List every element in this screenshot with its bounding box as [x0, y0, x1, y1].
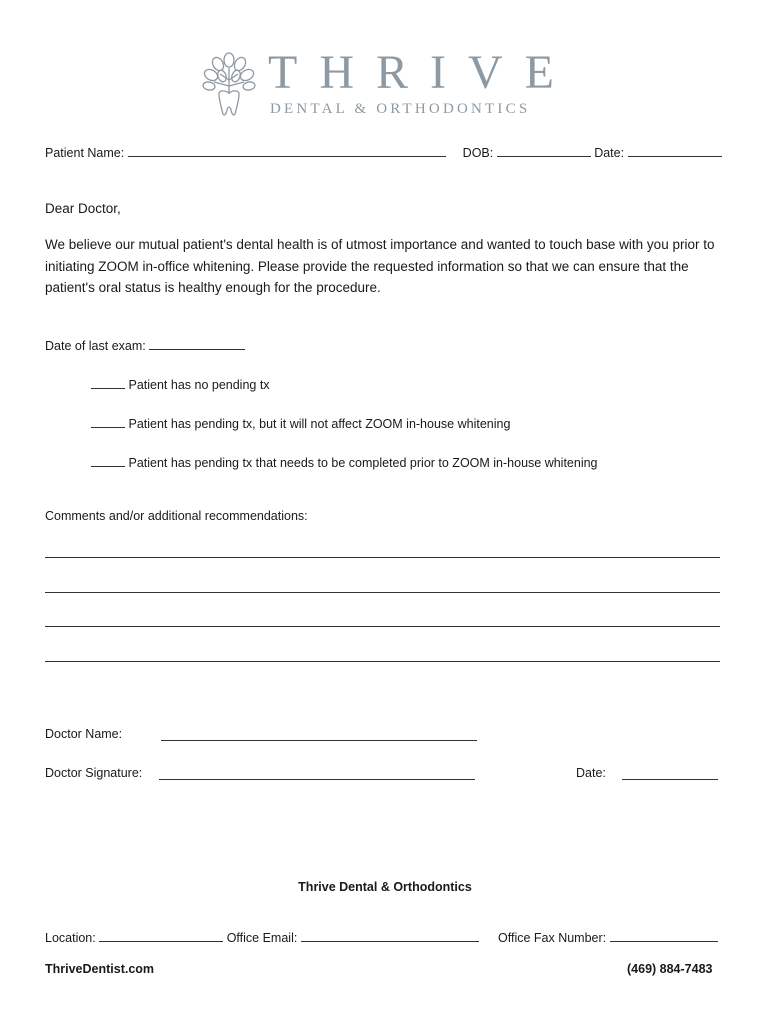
footer-fields-row: [45, 930, 479, 945]
patient-name-label: Patient Name:: [45, 146, 125, 160]
logo-wordmark: THRIVE: [268, 46, 576, 99]
doctor-date-label: Date:: [576, 766, 606, 780]
exam-option-checkline[interactable]: [91, 455, 125, 467]
dob-field[interactable]: [497, 145, 591, 157]
header-date-field[interactable]: [628, 145, 722, 157]
doctor-date-field[interactable]: [622, 779, 718, 780]
last-exam-field[interactable]: [149, 338, 245, 350]
dob-label: DOB:: [462, 146, 494, 160]
letter-paragraph: We believe our mutual patient's dental health is of utmost importance and wanted to touch base with you prior to initiating ZOOM in-office whitening. Please provide the requested information so that we can ensure that the patient's oral status is healthy enough for the procedure.: [45, 237, 715, 295]
exam-option: [91, 416, 510, 431]
exam-option: [91, 377, 270, 392]
doctor-name-field[interactable]: [161, 740, 477, 741]
exam-option-checkline[interactable]: [91, 416, 125, 428]
doctor-signature-label: Doctor Signature:: [45, 766, 143, 780]
fax-row: [498, 930, 718, 945]
exam-option-label: Patient has pending tx that needs to be completed prior to ZOOM in-house whitening: [128, 456, 598, 470]
location-label: Location:: [45, 931, 96, 945]
website: ThriveDentist.com: [45, 962, 155, 976]
exam-option: [91, 455, 598, 470]
location-field[interactable]: [99, 930, 223, 942]
phone-number: (469) 884-7483: [627, 962, 713, 976]
comment-line[interactable]: [45, 592, 720, 593]
comment-line[interactable]: [45, 626, 720, 627]
last-exam-label: Date of last exam:: [45, 339, 146, 353]
comments-label: Comments and/or additional recommendations:: [45, 509, 308, 523]
office-email-label: Office Email:: [226, 931, 298, 945]
logo-tagline: DENTAL & ORTHODONTICS: [270, 101, 531, 117]
header-date-label: Date:: [594, 146, 625, 160]
patient-name-field[interactable]: [128, 145, 446, 157]
comment-line[interactable]: [45, 557, 720, 558]
doctor-signature-field[interactable]: [159, 779, 475, 780]
exam-option-label: Patient has no pending tx: [128, 378, 270, 392]
practice-name: Thrive Dental & Orthodontics: [298, 880, 472, 894]
patient-header-row: [45, 145, 722, 160]
tree-tooth-icon: [200, 50, 258, 118]
comment-line[interactable]: [45, 661, 720, 662]
office-fax-label: Office Fax Number:: [498, 931, 607, 945]
last-exam-row: [45, 338, 245, 353]
doctor-name-label: Doctor Name:: [45, 727, 123, 741]
exam-option-checkline[interactable]: [91, 377, 125, 389]
office-fax-field[interactable]: [610, 930, 718, 942]
exam-option-label: Patient has pending tx, but it will not affect ZOOM in-house whitening: [128, 417, 511, 431]
salutation: Dear Doctor,: [45, 201, 121, 216]
office-email-field[interactable]: [301, 930, 479, 942]
